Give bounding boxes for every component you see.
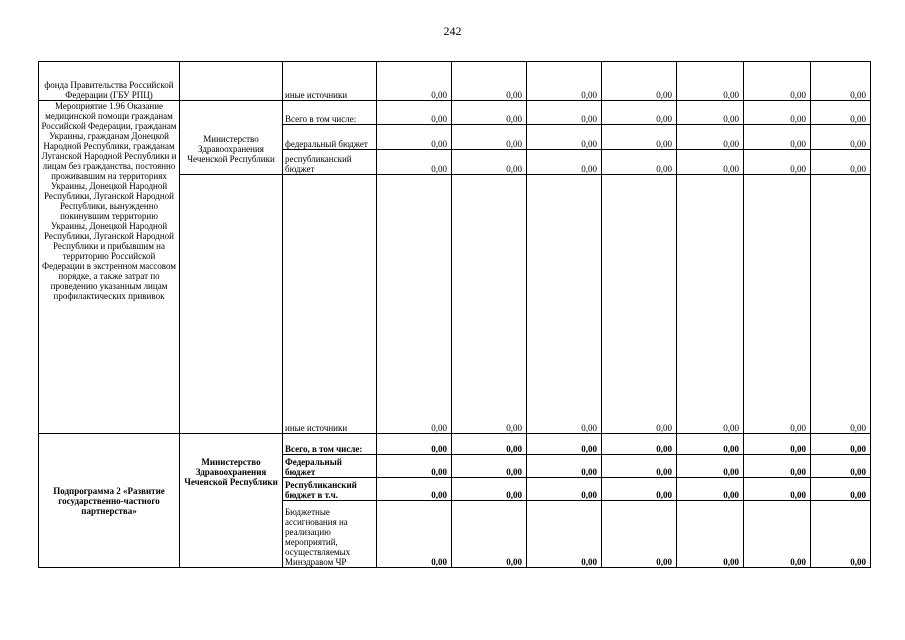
value-cell: 0,00 [744, 62, 811, 101]
value-cell: 0,00 [602, 125, 677, 150]
value-cell: 0,00 [602, 175, 677, 434]
value-cell: 0,00 [377, 175, 452, 434]
value-cell: 0,00 [677, 101, 744, 125]
value-cell: 0,00 [811, 478, 871, 501]
value-cell: 0,00 [744, 455, 811, 478]
value-cell: 0,00 [811, 455, 871, 478]
source-cell: Республиканский бюджет в т.ч. [283, 478, 377, 501]
value-cell: 0,00 [527, 175, 602, 434]
value-cell: 0,00 [677, 478, 744, 501]
value-cell: 0,00 [811, 101, 871, 125]
value-cell: 0,00 [377, 501, 452, 568]
value-cell: 0,00 [677, 455, 744, 478]
value-cell: 0,00 [602, 62, 677, 101]
value-cell: 0,00 [744, 478, 811, 501]
value-cell: 0,00 [811, 175, 871, 434]
value-cell: 0,00 [377, 434, 452, 455]
value-cell: 0,00 [452, 175, 527, 434]
table-row [39, 62, 871, 101]
value-cell: 0,00 [744, 175, 811, 434]
responsible-cell [180, 175, 283, 434]
value-cell: 0,00 [677, 62, 744, 101]
value-cell: 0,00 [377, 62, 452, 101]
value-cell: 0,00 [377, 150, 452, 175]
value-cell: 0,00 [527, 434, 602, 455]
value-cell: 0,00 [377, 101, 452, 125]
activity-cell: фонда Правительства Российской Федерации (ГБУ РПЦ) [39, 62, 180, 101]
value-cell: 0,00 [527, 455, 602, 478]
value-cell: 0,00 [377, 478, 452, 501]
value-cell: 0,00 [677, 501, 744, 568]
value-cell: 0,00 [811, 150, 871, 175]
source-cell: Всего в том числе: [283, 101, 377, 125]
value-cell: 0,00 [527, 501, 602, 568]
table-row [39, 101, 871, 125]
value-cell: 0,00 [602, 101, 677, 125]
responsible-cell: Министерство Здравоохранения Чеченской Республики [180, 125, 283, 175]
responsible-cell [180, 101, 283, 125]
responsible-cell: Министерство Здравоохранения Чеченской Республики [180, 455, 283, 568]
value-cell: 0,00 [811, 62, 871, 101]
value-cell: 0,00 [527, 101, 602, 125]
source-cell: Всего, в том числе: [283, 434, 377, 455]
value-cell: 0,00 [677, 125, 744, 150]
value-cell: 0,00 [602, 478, 677, 501]
responsible-cell [180, 434, 283, 455]
responsible-cell [180, 62, 283, 101]
value-cell: 0,00 [452, 101, 527, 125]
budget-table [38, 61, 871, 568]
activity-cell: Мероприятие 1.96 Оказание медицинской помощи гражданам Российской Федерации, гражданам Украины, гражданам Донецкой Народной Республики, гражданам Луганской Народной Республики и лицам без гражданства, постоянно проживавшим на территориях Украины, Донецкой Народной Республики, Луганской Народной Республики, вынужденно покинувшим территорию Украины, Донецкой Народной Республики, Луганской Народной Республики и прибывшим на территорию Российской Федерации в экстренном массовом порядке, а также затрат по проведению указанным лицам профилактических прививок [39, 101, 180, 434]
value-cell: 0,00 [744, 434, 811, 455]
value-cell: 0,00 [677, 175, 744, 434]
value-cell: 0,00 [452, 62, 527, 101]
activity-cell: Подпрограмма 2 «Развитие государственно-частного партнерства» [39, 434, 180, 568]
value-cell: 0,00 [811, 125, 871, 150]
source-cell: иные источники [283, 62, 377, 101]
source-cell: Федеральный бюджет [283, 455, 377, 478]
value-cell: 0,00 [744, 101, 811, 125]
value-cell: 0,00 [744, 150, 811, 175]
value-cell: 0,00 [744, 501, 811, 568]
value-cell: 0,00 [527, 150, 602, 175]
source-cell: иные источники [283, 175, 377, 434]
value-cell: 0,00 [811, 501, 871, 568]
source-cell: Бюджетные ассигнования на реализацию мероприятий, осуществляемых Минздравом ЧР [283, 501, 377, 568]
value-cell: 0,00 [602, 434, 677, 455]
page-number: 242 [443, 24, 462, 38]
value-cell: 0,00 [744, 125, 811, 150]
value-cell: 0,00 [377, 455, 452, 478]
value-cell: 0,00 [527, 62, 602, 101]
value-cell: 0,00 [452, 150, 527, 175]
value-cell: 0,00 [452, 434, 527, 455]
source-cell: республиканский бюджет [283, 150, 377, 175]
value-cell: 0,00 [811, 434, 871, 455]
source-cell: федеральный бюджет [283, 125, 377, 150]
value-cell: 0,00 [452, 478, 527, 501]
value-cell: 0,00 [677, 150, 744, 175]
value-cell: 0,00 [527, 478, 602, 501]
value-cell: 0,00 [452, 501, 527, 568]
value-cell: 0,00 [452, 455, 527, 478]
table-row [39, 434, 871, 455]
value-cell: 0,00 [452, 125, 527, 150]
value-cell: 0,00 [677, 434, 744, 455]
value-cell: 0,00 [377, 125, 452, 150]
value-cell: 0,00 [602, 150, 677, 175]
value-cell: 0,00 [602, 501, 677, 568]
value-cell: 0,00 [527, 125, 602, 150]
value-cell: 0,00 [602, 455, 677, 478]
